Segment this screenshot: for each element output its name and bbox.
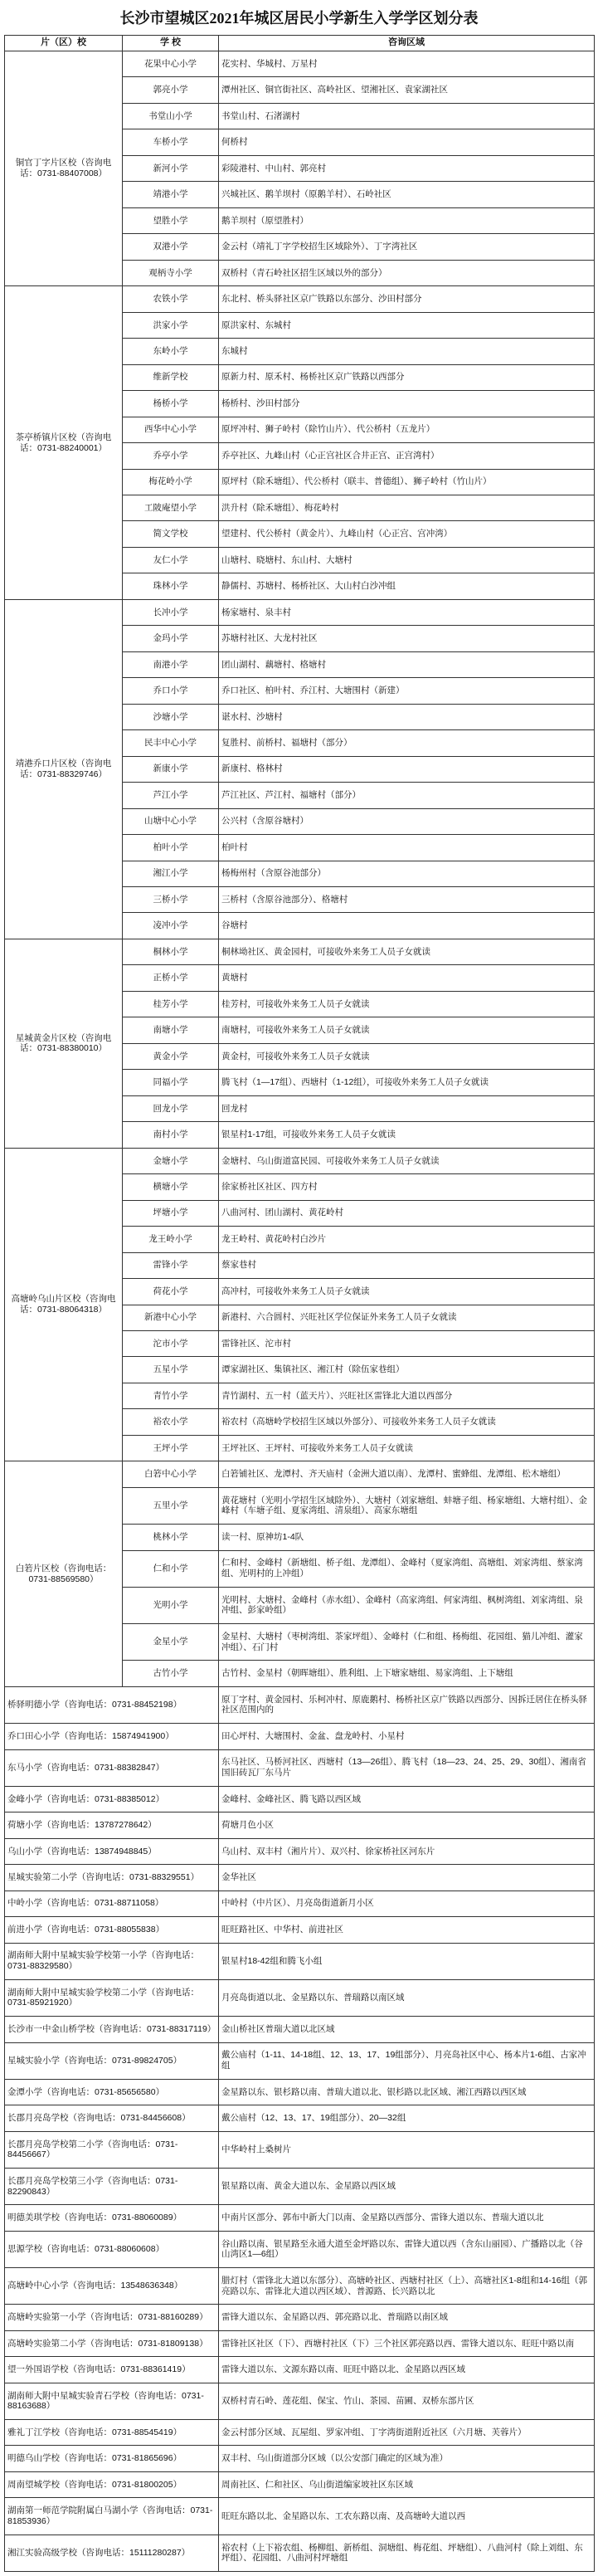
- school-cell: 双港小学: [123, 234, 219, 260]
- school-with-phone-cell: 荷塘小学（咨询电话：13787278642）: [5, 1812, 219, 1838]
- school-cell: 荷花小学: [123, 1279, 219, 1305]
- zone-cell: 星城黄金片区校（咨询电话：0731-88380010）: [5, 939, 123, 1148]
- school-cell: 维新学校: [123, 364, 219, 390]
- table-row: [5, 2231, 595, 2267]
- area-cell: 东城村: [219, 339, 595, 364]
- school-cell: 同福小学: [123, 1070, 219, 1095]
- school-cell: 珠林小学: [123, 573, 219, 599]
- area-cell: 回龙村: [219, 1095, 595, 1121]
- area-cell: 洪升村（除禾塘组）、梅花岭村: [219, 495, 595, 520]
- area-cell: 银星路以南、黄金大道以东、金星路以西区域: [219, 2169, 595, 2205]
- table-row: [5, 2017, 595, 2042]
- area-cell: 戴公庙村（1-11、14-18组、12、13、17、19组部分）、月亮岛社区中心、杨本片1-6组、古家冲组: [219, 2042, 595, 2079]
- area-cell: 雷锋社区、沱市村: [219, 1330, 595, 1356]
- school-with-phone-cell: 高塘岭中心小学（咨询电话：13548636348）: [5, 2268, 219, 2305]
- school-cell: 观柄寺小学: [123, 260, 219, 285]
- school-cell: 三桥小学: [123, 887, 219, 913]
- school-cell: 龙王岭小学: [123, 1227, 219, 1252]
- area-cell: 桂芳村，可接收外来务工人员子女就读: [219, 991, 595, 1017]
- table-row: [5, 2498, 595, 2535]
- area-cell: 旺旺路社区、中华村、前进社区: [219, 1917, 595, 1943]
- school-cell: 芦江小学: [123, 783, 219, 808]
- area-cell: 书堂山村、石渚湖村: [219, 103, 595, 129]
- school-with-phone-cell: 明德美琪学校（咨询电话：0731-88060089）: [5, 2205, 219, 2231]
- area-cell: 光明村、大塘村、金峰村（赤水组）、金峰村（高家湾组、何家湾组、枫树湾组、刘家湾组、泉冲组、彭家岭组）: [219, 1587, 595, 1623]
- school-with-phone-cell: 金潭小学（咨询电话：0731-85656580）: [5, 2079, 219, 2105]
- area-cell: 银星村18-42组和腾飞小组: [219, 1943, 595, 1979]
- school-with-phone-cell: 望一外国语学校（咨询电话：0731-88361419）: [5, 2357, 219, 2383]
- area-cell: 原洪家村、东城村: [219, 312, 595, 338]
- table-row: [5, 1979, 595, 2016]
- school-cell: 白箬中心小学: [123, 1461, 219, 1487]
- table-row: [5, 939, 595, 964]
- table-row: [5, 2383, 595, 2419]
- school-cell: 南港小学: [123, 651, 219, 677]
- school-cell: 新港中心小学: [123, 1305, 219, 1330]
- table-row: [5, 1786, 595, 1812]
- area-cell: 望建村、代公桥村（黄金片）、九峰山村（心正宫、宫冲湾）: [219, 521, 595, 547]
- area-cell: 蔡家巷村: [219, 1252, 595, 1278]
- table-row: [5, 286, 595, 312]
- school-cell: 光明小学: [123, 1587, 219, 1623]
- school-cell: 南塘小学: [123, 1017, 219, 1043]
- school-cell: 回龙小学: [123, 1095, 219, 1121]
- table-row: [5, 1148, 595, 1173]
- area-cell: 金云村部分区域、瓦屋组、罗家冲组、丁字湾街道附近社区（六月塘、芙蓉片）: [219, 2420, 595, 2446]
- area-cell: 戴公庙村（12、13、17、19组部分）、20—32组: [219, 2105, 595, 2131]
- area-cell: 双桥村青石岭、莲花组、保宝、竹山、茶园、苗圃、双桥东部片区: [219, 2383, 595, 2419]
- school-cell: 书堂山小学: [123, 103, 219, 129]
- table-row: [5, 2079, 595, 2105]
- school-cell: 柏叶小学: [123, 835, 219, 861]
- area-cell: 金塘村、乌山街道富民园、可接收外来务工人员子女就读: [219, 1148, 595, 1173]
- school-with-phone-cell: 高塘岭实验第二小学（咨询电话：0731-81809138）: [5, 2330, 219, 2356]
- zone-cell: 铜官丁字片区校（咨询电话：0731-88407008）: [5, 51, 123, 286]
- area-cell: 龙王岭村、黄花岭村白沙片: [219, 1227, 595, 1252]
- area-cell: 谭家湖社区、集镇社区、湘江村（除伍家巷组）: [219, 1357, 595, 1383]
- school-cell: 南村小学: [123, 1122, 219, 1148]
- area-cell: 月亮岛街道以北、金星路以东、普瑞路以南区域: [219, 1979, 595, 2016]
- school-with-phone-cell: 湖南师大附中星城实验青石学校（咨询电话：0731-88163688）: [5, 2383, 219, 2419]
- area-cell: 白箬铺社区、龙潭村、齐天庙村（金洲大道以南）、龙潭村、蜜蜂组、龙潭组、松木塘组）: [219, 1461, 595, 1487]
- school-cell: 民丰中心小学: [123, 730, 219, 756]
- area-cell: 旺旺东路以北、金星路以东、工农东路以南、及高塘岭大道以西: [219, 2498, 595, 2535]
- school-cell: 金星小学: [123, 1624, 219, 1661]
- area-cell: 兴城社区、鹅羊坝村（原鹅羊村）、石岭社区: [219, 182, 595, 207]
- table-row: [5, 51, 595, 77]
- school-cell: 靖港小学: [123, 182, 219, 207]
- school-cell: 五星小学: [123, 1357, 219, 1383]
- area-cell: 中岭村（中片区）、月亮岛街道新月小区: [219, 1891, 595, 1916]
- school-cell: 桃林小学: [123, 1525, 219, 1550]
- school-with-phone-cell: 星城实验第二小学（咨询电话：0731-88329551）: [5, 1865, 219, 1891]
- school-with-phone-cell: 湘江实验高级学校（咨询电话：15111280287）: [5, 2535, 219, 2571]
- school-cell: 长冲小学: [123, 599, 219, 625]
- school-with-phone-cell: 明德乌山学校（咨询电话：0731-81865696）: [5, 2446, 219, 2471]
- table-row: [5, 1917, 595, 1943]
- area-cell: 八曲河村、团山湖村、黄花岭村: [219, 1200, 595, 1226]
- school-cell: 正桥小学: [123, 965, 219, 991]
- table-row: [5, 2305, 595, 2330]
- school-cell: 乔亭小学: [123, 443, 219, 469]
- table-row: [5, 1891, 595, 1916]
- school-cell: 洪家小学: [123, 312, 219, 338]
- table-header-row: [5, 36, 595, 51]
- school-cell: 花果中心小学: [123, 51, 219, 77]
- area-cell: 东马社区、马桥河社区、西塘村（13—26组）、腾飞村（18—23、24、25、29、30组）、湘南省国旧砖瓦厂东马片: [219, 1749, 595, 1786]
- area-cell: 南塘村，可接收外来务工人员子女就读: [219, 1017, 595, 1043]
- table-body: [5, 51, 595, 2572]
- area-cell: 雷锋大道以东、文源东路以南、旺旺中路以北、金星路以西区域: [219, 2357, 595, 2383]
- school-cell: 黄金小学: [123, 1043, 219, 1069]
- table-row: [5, 2042, 595, 2079]
- area-cell: 金华社区: [219, 1865, 595, 1891]
- header-zone: 片（区）校: [5, 36, 123, 51]
- area-cell: 中华岭村上桑树片: [219, 2131, 595, 2168]
- school-with-phone-cell: 乌山小学（咨询电话：13874948845）: [5, 1838, 219, 1864]
- area-cell: 杨家塘村、泉丰村: [219, 599, 595, 625]
- school-cell: 裕农小学: [123, 1409, 219, 1435]
- area-cell: 双丰村、乌山街道部分区域（以公安部门确定的区域为准）: [219, 2446, 595, 2471]
- school-cell: 桐林小学: [123, 939, 219, 964]
- area-cell: 团山湖村、藕塘村、格塘村: [219, 651, 595, 677]
- table-row: [5, 2131, 595, 2168]
- area-cell: 谷塘村: [219, 913, 595, 939]
- table-row: [5, 2169, 595, 2205]
- area-cell: 新康村、格林村: [219, 756, 595, 782]
- area-cell: 仁和村、金峰村（新塘组、桥子组、龙潭组）、金峰村（夏家湾组、高塘组、刘家湾组、蔡家湾组、光明村的上冲组）: [219, 1550, 595, 1587]
- area-cell: 雷锋大道以东、金星路以西、郭亮路以北、普瑞路以南区域: [219, 2305, 595, 2330]
- area-cell: 腊灯村（雷锋北大道以东部分）、高塘岭社区、西塘村社区（上）、高塘社区1-8组和14-16组（郭亮路以东、雷锋北大道以西区域）、普源路、长兴路以北: [219, 2268, 595, 2305]
- area-cell: 高冲村，可接收外来务工人员子女就读: [219, 1279, 595, 1305]
- area-cell: 杨梅州村（含原谷池部分）: [219, 861, 595, 886]
- school-with-phone-cell: 金峰小学（咨询电话：0731-88385012）: [5, 1786, 219, 1812]
- area-cell: 金云村（靖礼丁字学校招生区域除外）、丁字湾社区: [219, 234, 595, 260]
- table-row: [5, 1865, 595, 1891]
- table-row: [5, 1749, 595, 1786]
- area-cell: 金峰村、金峰社区、腾飞路以西区域: [219, 1786, 595, 1812]
- school-cell: 新康小学: [123, 756, 219, 782]
- school-cell: 工陂庵望小学: [123, 495, 219, 520]
- school-cell: 沙塘小学: [123, 704, 219, 729]
- area-cell: 青竹湖村、五一村（蓝天片）、兴旺社区雷锋北大道以西部分: [219, 1383, 595, 1408]
- school-with-phone-cell: 湖南第一师范学院附属白马湖小学（咨询电话：0731-81853936）: [5, 2498, 219, 2535]
- area-cell: 裕农村（上下裕农组、杨柳组、新桥组、洞塘组、梅花组、坪塘组）、八曲河村（除上刘组、东坪组）、花园组、八曲河村坪塘组: [219, 2535, 595, 2571]
- school-cell: 山塘中心小学: [123, 808, 219, 834]
- area-cell: 周南社区、仁和社区、乌山街道编家坡社区东区域: [219, 2471, 595, 2497]
- area-cell: 乌山村、双丰村（湘片片）、双兴村、徐家桥社区河东片: [219, 1838, 595, 1864]
- area-cell: 黄花塘村（光明小学招生区域除外）、大塘村（刘家塘组、蚌塘子组、杨家塘组、大塘村组）、金峰村（车塘子组、夏家湾组、清泉组）、高家东塘组: [219, 1487, 595, 1524]
- table-row: [5, 2471, 595, 2497]
- school-cell: 坪塘小学: [123, 1200, 219, 1226]
- area-cell: 裕农村（高塘岭学校招生区域以外部分）、可接收外来务工人员子女就读: [219, 1409, 595, 1435]
- area-cell: 芦江社区、芦江村、福塘村（部分）: [219, 783, 595, 808]
- school-with-phone-cell: 前进小学（咨询电话：0731-88055838）: [5, 1917, 219, 1943]
- area-cell: 金星村、大塘村（枣树湾组、茶家坪组）、金峰村（仁和组、杨梅组、花园组、猫儿冲组、灌家冲组）、石门村: [219, 1624, 595, 1661]
- table-row: [5, 2268, 595, 2305]
- school-with-phone-cell: 思源学校（咨询电话：0731-88060608）: [5, 2231, 219, 2267]
- school-cell: 东岭小学: [123, 339, 219, 364]
- area-cell: 彩陵港村、中山村、郭亮村: [219, 155, 595, 181]
- area-cell: 田心坪村、大塘围村、金盆、盘龙岭村、小星村: [219, 1724, 595, 1749]
- area-cell: 雷锋社区社区（下）、西塘村社区（下）三个社区郭亮路以西、雷锋大道以东、旺旺中路以南: [219, 2330, 595, 2356]
- school-cell: 农铁小学: [123, 286, 219, 312]
- school-with-phone-cell: 乔口田心小学（咨询电话：15874941900）: [5, 1724, 219, 1749]
- school-with-phone-cell: 长郡月亮岛学校第三小学（咨询电话：0731-82290843）: [5, 2169, 219, 2205]
- table-row: [5, 2205, 595, 2231]
- school-district-table: [4, 35, 595, 2572]
- table-row: [5, 1686, 595, 1723]
- document-title: 长沙市望城区2021年城区居民小学新生入学学区划分表: [119, 10, 479, 27]
- zone-cell: 高塘岭乌山片区校（咨询电话：0731-88064318）: [5, 1148, 123, 1461]
- area-cell: 花实村、华城村、万星村: [219, 51, 595, 77]
- area-cell: 公兴村（含原谷塘村）: [219, 808, 595, 834]
- school-cell: 友仁小学: [123, 547, 219, 573]
- area-cell: 原坪村（除禾塘组）、代公桥村（联丰、普德组）、狮子岭村（竹山片）: [219, 469, 595, 495]
- area-cell: 银星村1-17组，可接收外来务工人员子女就读: [219, 1122, 595, 1148]
- school-with-phone-cell: 长郡月亮岛学校第二小学（咨询电话：0731-84456667）: [5, 2131, 219, 2168]
- area-cell: 谷山路以南、银星路至永通大道至金坪路以东、雷锋大道以西（含东山丽园）、广播路以北（谷山湾区1—6组）: [219, 2231, 595, 2267]
- table-row: [5, 1812, 595, 1838]
- area-cell: 桐林坳社区、黄金园村，可接收外来务工人员子女就读: [219, 939, 595, 964]
- area-cell: 徐家桥社区社区、四方村: [219, 1174, 595, 1200]
- zone-cell: 白箬片区校（咨询电话：0731-88569580）: [5, 1461, 123, 1686]
- school-cell: 青竹小学: [123, 1383, 219, 1408]
- area-cell: 黄塘村: [219, 965, 595, 991]
- school-cell: 郭亮小学: [123, 77, 219, 103]
- table-row: [5, 2446, 595, 2471]
- table-row: [5, 1838, 595, 1864]
- table-row: [5, 1724, 595, 1749]
- school-cell: 梅花岭小学: [123, 469, 219, 495]
- area-cell: 金星路以东、银杉路以南、普瑞大道以北、银杉路以北区域、湘江西路以西区域: [219, 2079, 595, 2105]
- area-cell: 荷塘月色小区: [219, 1812, 595, 1838]
- area-cell: 乔口社区、柏叶村、乔江村、大塘围村（新建）: [219, 678, 595, 704]
- table-row: [5, 2535, 595, 2571]
- school-with-phone-cell: 高塘岭实验第一小学（咨询电话：0731-88160289）: [5, 2305, 219, 2330]
- header-school: 学 校: [123, 36, 219, 51]
- table-row: [5, 599, 595, 625]
- area-cell: 新港村、六合圆村、兴旺社区学位保证外来务工人员子女就读: [219, 1305, 595, 1330]
- area-cell: 谌水村、沙塘村: [219, 704, 595, 729]
- area-cell: 原坪冲村、狮子岭村（除竹山片）、代公桥村（五龙片）: [219, 417, 595, 442]
- school-cell: 仁和小学: [123, 1550, 219, 1587]
- area-cell: 东北村、桥头驿社区京广铁路以东部分、沙田村部分: [219, 286, 595, 312]
- table-row: [5, 2420, 595, 2446]
- area-cell: 柏叶村: [219, 835, 595, 861]
- area-cell: 何桥村: [219, 129, 595, 155]
- area-cell: 复胜村、前桥村、福塘村（部分）: [219, 730, 595, 756]
- school-cell: 望胜小学: [123, 207, 219, 233]
- school-cell: 横塘小学: [123, 1174, 219, 1200]
- header-area: 咨询区域: [219, 36, 595, 51]
- school-with-phone-cell: 湖南师大附中星城实验学校第二小学（咨询电话：0731-85921920）: [5, 1979, 219, 2016]
- school-with-phone-cell: 周南望城学校（咨询电话：0731-81800205）: [5, 2471, 219, 2497]
- school-with-phone-cell: 长郡月亮岛学校（咨询电话：0731-84456608）: [5, 2105, 219, 2131]
- area-cell: 金山桥社区普瑞大道以北区域: [219, 2017, 595, 2042]
- area-cell: 山塘村、晓塘村、东山村、大塘村: [219, 547, 595, 573]
- table-row: [5, 2357, 595, 2383]
- school-with-phone-cell: 东马小学（咨询电话：0731-88382847）: [5, 1749, 219, 1786]
- table-row: [5, 1461, 595, 1487]
- school-cell: 湘江小学: [123, 861, 219, 886]
- school-cell: 沱市小学: [123, 1330, 219, 1356]
- school-cell: 杨桥小学: [123, 391, 219, 417]
- school-with-phone-cell: 星城实验小学（咨询电话：0731-89824705）: [5, 2042, 219, 2079]
- school-with-phone-cell: 湖南师大附中星城实验学校第一小学（咨询电话：0731-88329580）: [5, 1943, 219, 1979]
- school-cell: 五里小学: [123, 1487, 219, 1524]
- table-row: [5, 2105, 595, 2131]
- area-cell: 中南片区部分、郭布中新大门以南、金星路以西部分、雷锋大道以东、普瑞大道以北: [219, 2205, 595, 2231]
- school-cell: 凌冲小学: [123, 913, 219, 939]
- area-cell: 杨桥村、沙田村部分: [219, 391, 595, 417]
- area-cell: 王坪社区、王坪村、可接收外来务工人员子女就读: [219, 1435, 595, 1461]
- zone-cell: 靖港乔口片区校（咨询电话：0731-88329746）: [5, 599, 123, 939]
- area-cell: 苏塘村社区、大龙村社区: [219, 626, 595, 651]
- school-cell: 西华中心小学: [123, 417, 219, 442]
- school-cell: 简文学校: [123, 521, 219, 547]
- area-cell: 鹅羊坝村（原望胜村）: [219, 207, 595, 233]
- table-row: [5, 1943, 595, 1979]
- school-cell: 古竹小学: [123, 1661, 219, 1686]
- zone-cell: 茶亭桥镇片区校（咨询电话：0731-88240001）: [5, 286, 123, 600]
- school-cell: 新河小学: [123, 155, 219, 181]
- school-cell: 金玛小学: [123, 626, 219, 651]
- area-cell: 腾飞村（1—17组）、西塘村（1-12组），可接收外来务工人员子女就读: [219, 1070, 595, 1095]
- school-cell: 车桥小学: [123, 129, 219, 155]
- school-with-phone-cell: 长沙市一中金山桥学校（咨询电话：0731-88317119）: [5, 2017, 219, 2042]
- school-with-phone-cell: 桥驿明德小学（咨询电话：0731-88452198）: [5, 1686, 219, 1723]
- school-cell: 桂芳小学: [123, 991, 219, 1017]
- area-cell: 原丁字村、黄金园村、乐柯冲村、原鹿鹅村、杨桥社区京广铁路以西部分、因拆迁居住在桥头驿社区范围内的: [219, 1686, 595, 1723]
- area-cell: 读一村、原神坊1-4队: [219, 1525, 595, 1550]
- table-row: [5, 2330, 595, 2356]
- area-cell: 古竹村、金星村（朝晖塘组）、胜利组、上下塘家塘组、易家湾组、上下塘组: [219, 1661, 595, 1686]
- area-cell: 原新力村、原禾村、杨桥社区京广铁路以西部分: [219, 364, 595, 390]
- school-cell: 乔口小学: [123, 678, 219, 704]
- school-cell: 雷锋小学: [123, 1252, 219, 1278]
- area-cell: 三桥村（含原谷池部分）、格塘村: [219, 887, 595, 913]
- area-cell: 静儒村、苏塘村、杨桥社区、大山村白沙冲组: [219, 573, 595, 599]
- area-cell: 双桥村（青石岭社区招生区域以外的部分）: [219, 260, 595, 285]
- school-with-phone-cell: 雅礼丁江学校（咨询电话：0731-88545419）: [5, 2420, 219, 2446]
- school-cell: 金塘小学: [123, 1148, 219, 1173]
- school-with-phone-cell: 中岭小学（咨询电话：0731-88711058）: [5, 1891, 219, 1916]
- area-cell: 黄金村，可接收外来务工人员子女就读: [219, 1043, 595, 1069]
- school-cell: 王坪小学: [123, 1435, 219, 1461]
- area-cell: 潭州社区、铜官街社区、高岭社区、望湘社区、袁家湖社区: [219, 77, 595, 103]
- area-cell: 乔亭社区、九峰山村（心正宫社区合井正宫、正宫湾村）: [219, 443, 595, 469]
